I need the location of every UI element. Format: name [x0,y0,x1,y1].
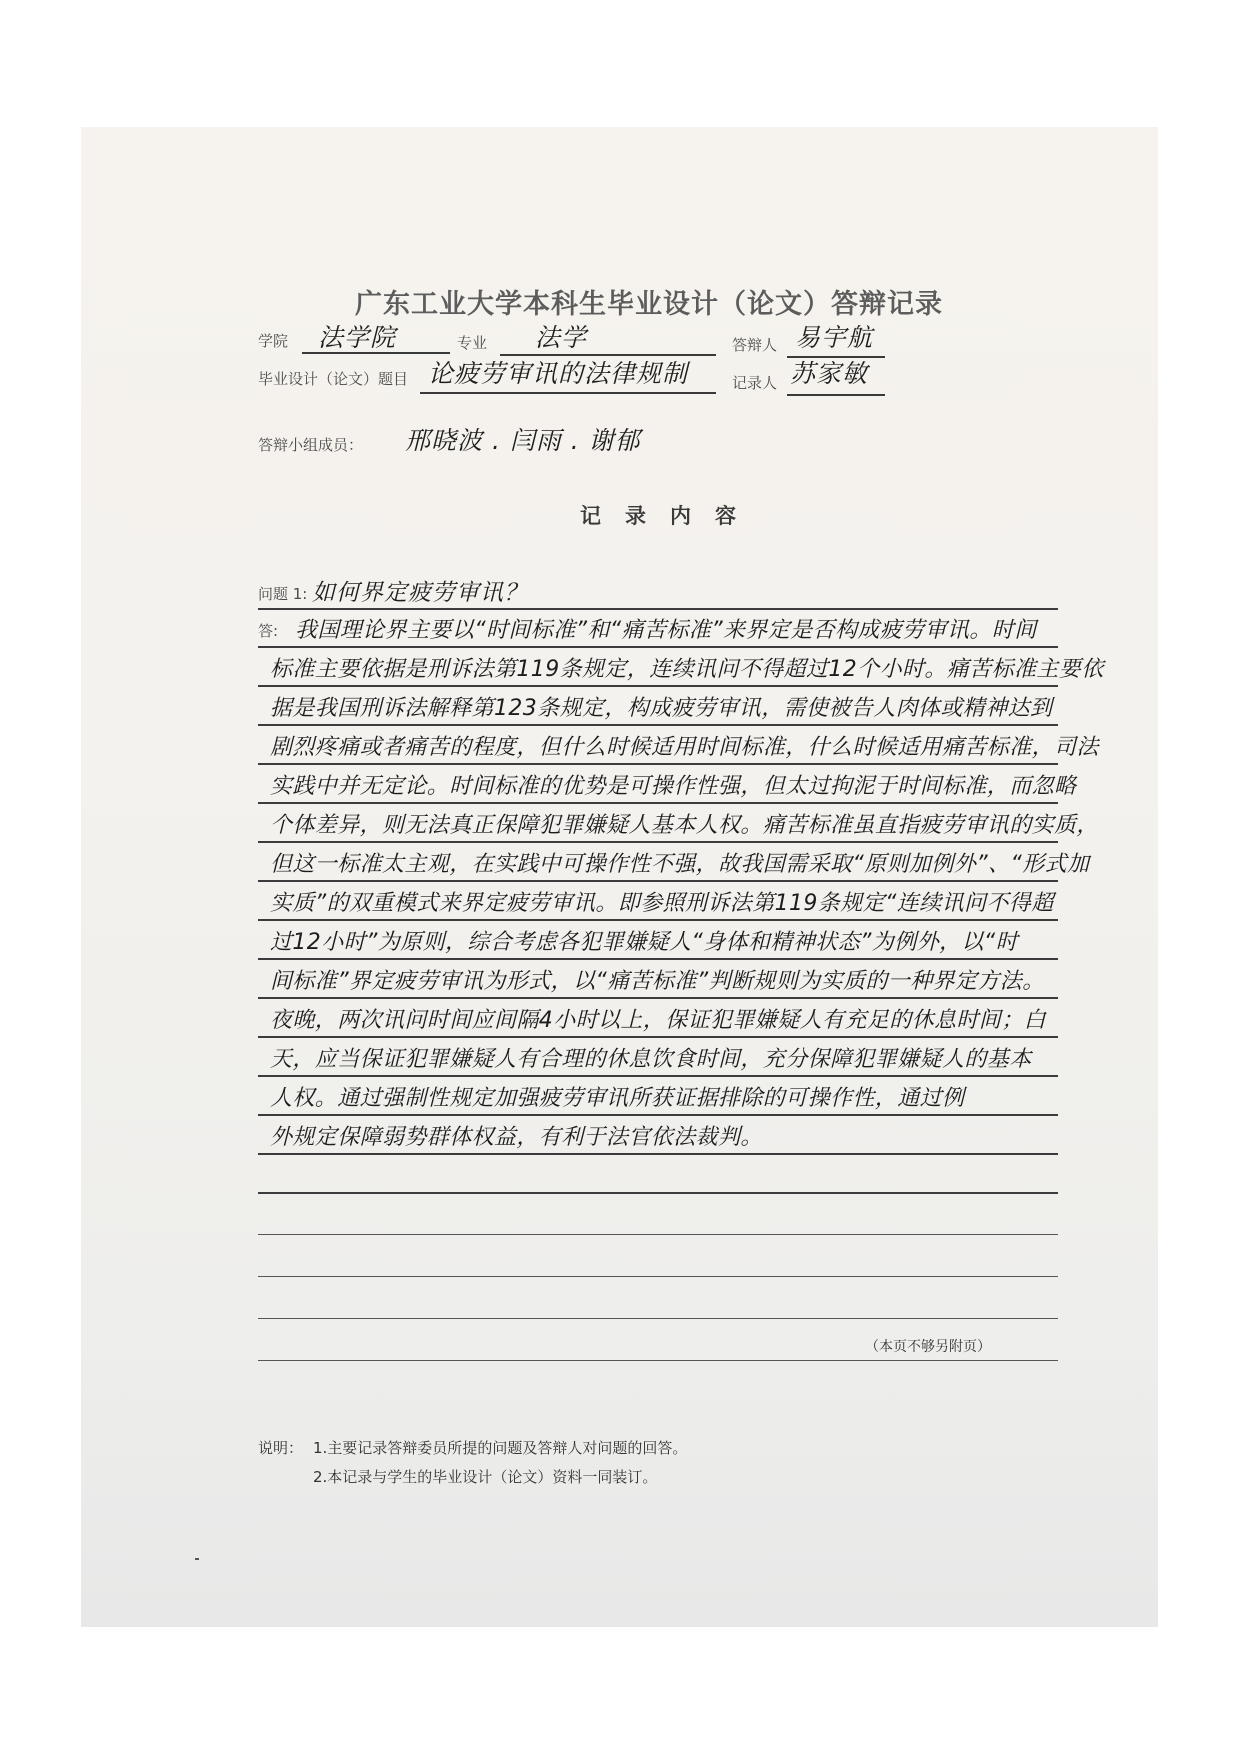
notes-item: 1.主要记录答辩委员所提的问题及答辩人对问题的回答。 [313,1439,688,1457]
answer-line: 据是我国刑诉法解释第123条规定，构成疲劳审讯，需使被告人肉体或精神达到 [270,696,1053,721]
paper-speck [195,1558,199,1560]
major-label: 专业 [457,334,488,352]
thesis-title-value: 论疲劳审讯的法律规制 [428,359,689,388]
ruled-line [258,1075,1058,1077]
ruled-line [258,646,1058,648]
ruled-line [258,1153,1058,1155]
ruled-line [258,1234,1058,1235]
panel-label: 答辩小组成员： [258,436,364,454]
ruled-line [258,763,1058,765]
answer-line: 实质”的双重模式来界定疲劳审讯。即参照刑诉法第119条规定“连续讯问不得超 [270,891,1054,916]
record-content-heading: 记录内容 [580,504,760,528]
ruled-line [258,958,1058,960]
answer-line: 但这一标准太主观，在实践中可操作性不强，故我国需采取“原则加例外”、“形式加 [270,852,1090,877]
recorder-value: 苏家敏 [790,359,869,388]
ruled-line [258,841,1058,843]
ruled-line [258,1360,1058,1361]
answer-line: 剧烈疼痛或者痛苦的程度，但什么时候适用时间标准，什么时候适用痛苦标准，司法 [270,735,1099,760]
thesis-title-label: 毕业设计（论文）题目 [258,370,409,388]
defender-value: 易宇航 [795,323,874,352]
form-title: 广东工业大学本科生毕业设计（论文）答辩记录 [355,289,943,320]
defender-label: 答辩人 [732,336,778,354]
answer-line: 个体差异，则无法真正保障犯罪嫌疑人基本人权。痛苦标准虽直指疲劳审讯的实质， [270,813,1099,838]
answer-line: 天，应当保证犯罪嫌疑人有合理的休息饮食时间，充分保障犯罪嫌疑人的基本 [270,1047,1032,1072]
answer-line: 人权。通过强制性规定加强疲劳审讯所获证据排除的可操作性，通过例 [270,1086,965,1111]
ruled-line [258,1276,1058,1277]
answer-line: 外规定保障弱势群体权益，有利于法官依法裁判。 [270,1125,763,1150]
answer-line: 我国理论界主要以“时间标准”和“痛苦标准”来界定是否构成疲劳审讯。时间 [295,618,1037,643]
college-label: 学院 [258,332,289,350]
answer-line: 夜晚，两次讯问时间应间隔4小时以上，保证犯罪嫌疑人有充足的休息时间；白 [270,1008,1046,1033]
answer-line: 实践中并无定论。时间标准的优势是可操作性强，但太过拘泥于时间标准，而忽略 [270,774,1077,799]
college-value: 法学院 [318,323,397,352]
ruled-line [258,880,1058,882]
ruled-line [258,997,1058,999]
ruled-line [258,1114,1058,1116]
answer-line: 间标准”界定疲劳审讯为形式，以“痛苦标准”判断规则为实质的一种界定方法。 [270,969,1045,994]
question-text: 如何界定疲劳审讯？ [312,580,528,606]
ruled-line [258,1036,1058,1038]
ruled-line [258,802,1058,804]
major-value: 法学 [535,323,588,352]
answer-line: 过12小时”为原则，综合考虑各犯罪嫌疑人“身体和精神状态”为例外，以“时 [270,930,1018,955]
recorder-label: 记录人 [732,374,778,392]
question-label: 问题 1: [258,585,308,603]
ruled-line [258,919,1058,921]
ruled-line [258,685,1058,687]
panel-members-value: 邢晓波 . 闫雨 . 谢郁 [405,426,641,455]
continuation-note: （本页不够另附页） [865,1339,991,1355]
notes-label: 说明： [258,1439,304,1457]
ruled-line [258,608,1058,610]
answer-label: 答: [258,622,279,640]
notes-item: 2.本记录与学生的毕业设计（论文）资料一同装订。 [313,1468,658,1486]
ruled-line [258,724,1058,726]
ruled-line [258,1192,1058,1194]
answer-line: 标准主要依据是刑诉法第119条规定，连续讯问不得超过12个小时。痛苦标准主要依 [270,657,1104,682]
thesis-title-underline [420,392,716,394]
recorder-underline [787,394,885,396]
ruled-line [258,1318,1058,1319]
